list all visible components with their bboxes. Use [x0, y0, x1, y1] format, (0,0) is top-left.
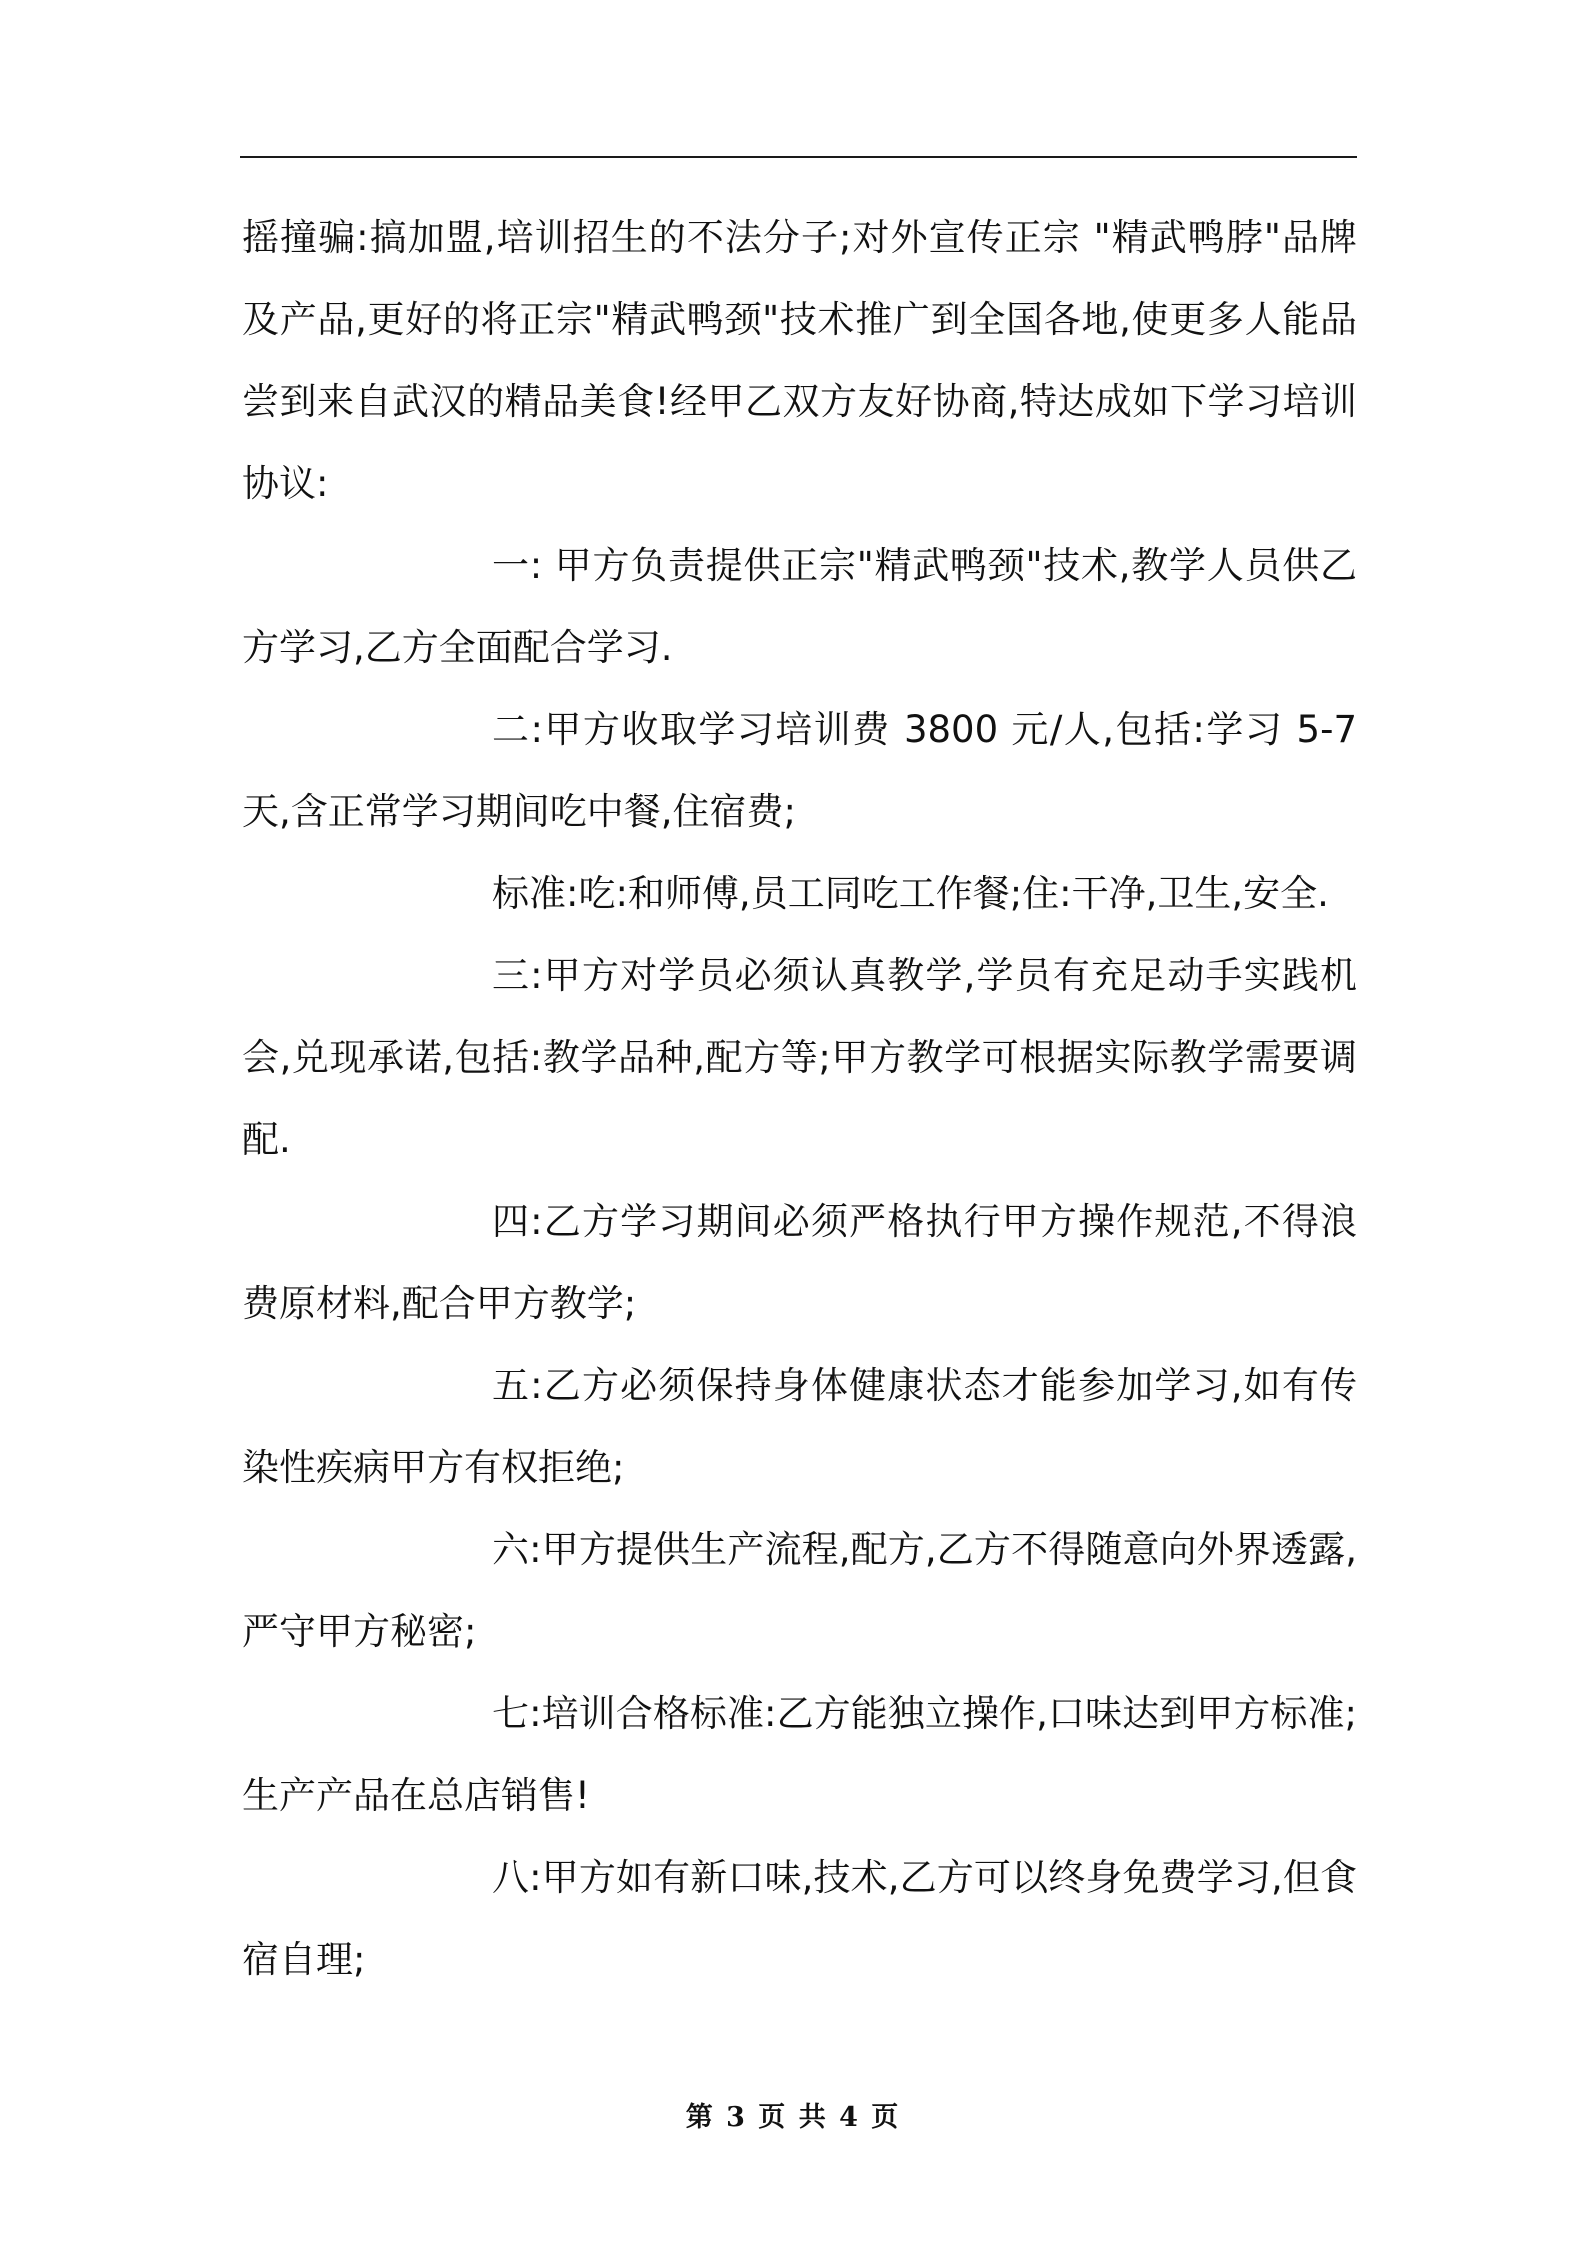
- paragraph-clause-8: 八:甲方如有新口味,技术,乙方可以终身免费学习,但食宿自理;: [242, 1856, 1357, 1981]
- paragraph-clause-7: 七:培训合格标准:乙方能独立操作,口味达到甲方标准;生产产品在总店销售!: [242, 1692, 1357, 1817]
- header-divider: [240, 156, 1357, 158]
- document-body: [242, 197, 1357, 2001]
- paragraph-clause-3: 三:甲方对学员必须认真教学,学员有充足动手实践机会,兑现承诺,包括:教学品种,配方等;甲方教学可根据实际教学需要调配.: [242, 954, 1357, 1161]
- paragraph-clause-4: 四:乙方学习期间必须严格执行甲方操作规范,不得浪费原材料,配合甲方教学;: [242, 1200, 1357, 1325]
- page-number-footer: 第 3 页 共 4 页: [685, 2102, 901, 2133]
- paragraph-clause-2: 二:甲方收取学习培训费 3800 元/人,包括:学习 5-7天,含正常学习期间吃中餐,住宿费;: [242, 708, 1357, 833]
- paragraph-intro: 摇撞骗:搞加盟,培训招生的不法分子;对外宣传正宗 "精武鸭脖"品牌及产品,更好的将正宗"精武鸭颈"技术推广到全国各地,使更多人能品尝到来自武汉的精品美食!经甲乙双方友好协商,特达成如下学习培训协议:: [242, 216, 1357, 505]
- paragraph-clause-1: 一: 甲方负责提供正宗"精武鸭颈"技术,教学人员供乙方学习,乙方全面配合学习.: [242, 544, 1357, 669]
- paragraph-clause-5: 五:乙方必须保持身体健康状态才能参加学习,如有传染性疾病甲方有权拒绝;: [242, 1364, 1357, 1489]
- paragraph-clause-6: 六:甲方提供生产流程,配方,乙方不得随意向外界透露,严守甲方秘密;: [242, 1528, 1357, 1653]
- paragraph-clause-2-standard: 标准:吃:和师傅,员工同吃工作餐;住:干净,卫生,安全.: [492, 872, 1329, 915]
